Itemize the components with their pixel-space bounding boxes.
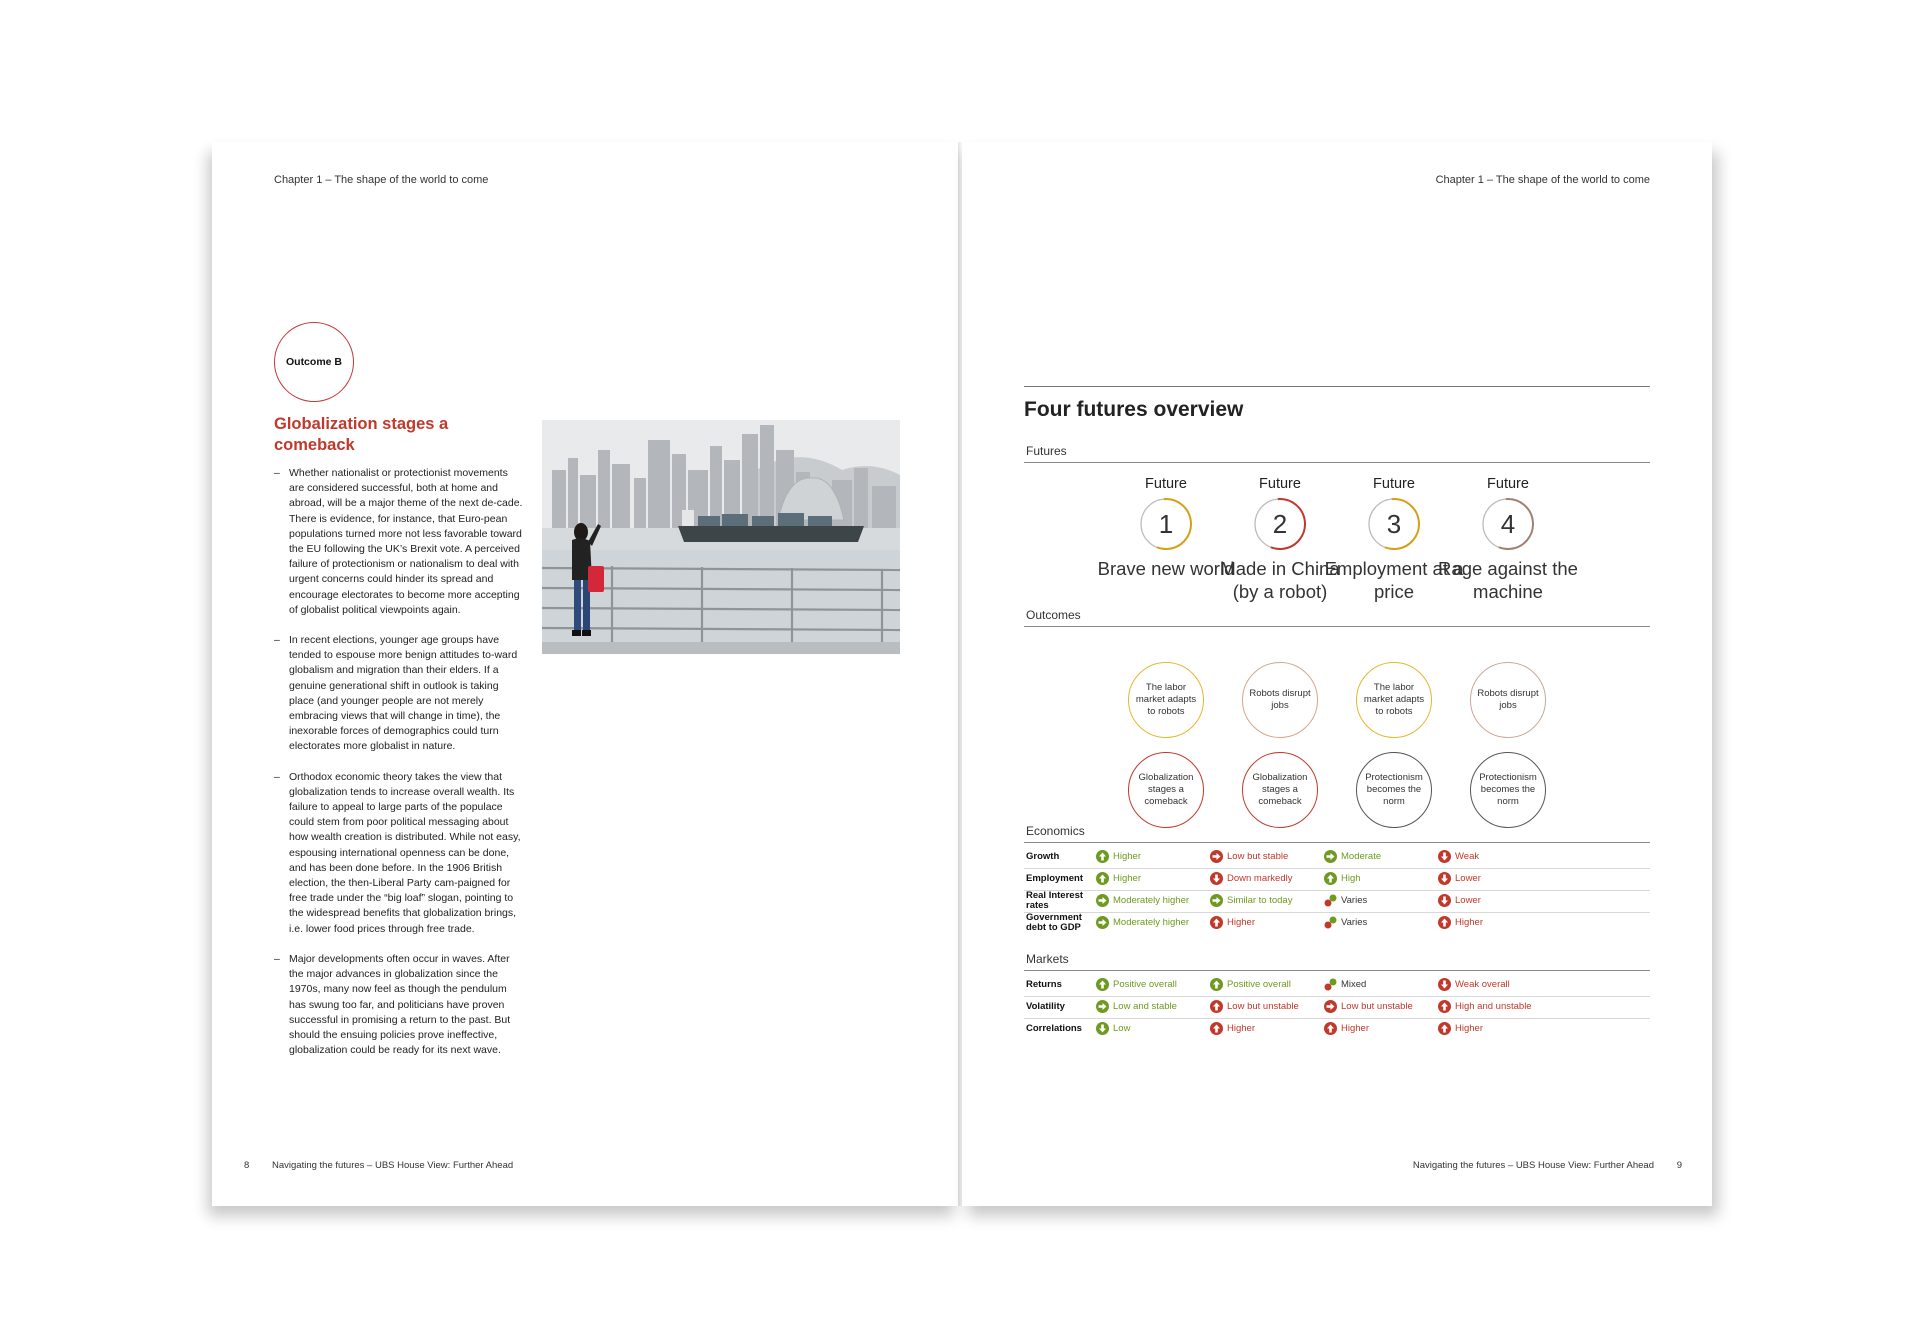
row-divider xyxy=(1024,912,1650,913)
future-name: Brave new world xyxy=(1097,558,1235,579)
indicator-cell xyxy=(1438,1000,1532,1013)
indicator-text: Positive overall xyxy=(1227,979,1291,990)
indicator-cell xyxy=(1210,872,1292,885)
indicator-text: Low but unstable xyxy=(1341,1001,1413,1012)
indicator-text: Weak xyxy=(1455,851,1480,862)
indicator-cell xyxy=(1096,978,1177,991)
indicator-text: Lower xyxy=(1455,895,1481,906)
indicator-text: Moderately higher xyxy=(1113,895,1190,906)
arrow-down-icon xyxy=(1438,850,1451,863)
indicator-text: High and unstable xyxy=(1455,1001,1532,1012)
footer xyxy=(244,1160,513,1171)
row-divider xyxy=(1024,868,1650,869)
arrow-right-icon xyxy=(1210,850,1223,863)
indicator-cell xyxy=(1324,872,1361,885)
future-number-ring xyxy=(1252,496,1308,552)
indicator-cell xyxy=(1324,850,1381,863)
page-title: Four futures overview xyxy=(1024,398,1244,421)
indicator-text: Low but unstable xyxy=(1227,1001,1299,1012)
indicator-text: Down markedly xyxy=(1227,873,1293,884)
indicator-text: Low but stable xyxy=(1227,851,1289,862)
outcome-text: Robots disrupt jobs xyxy=(1249,688,1311,711)
outcome-bubble xyxy=(1470,662,1546,738)
arrow-up-icon xyxy=(1096,978,1109,991)
future-number-ring xyxy=(1366,496,1422,552)
arrow-right-icon xyxy=(1096,1000,1109,1013)
arrow-up-icon xyxy=(1096,850,1109,863)
outcome-bubble xyxy=(1470,752,1546,828)
economics-label: Economics xyxy=(1026,824,1085,838)
indicator-cell xyxy=(1438,850,1479,863)
row-divider xyxy=(1024,996,1650,997)
indicator-cell xyxy=(1324,916,1367,929)
row-divider xyxy=(1024,890,1650,891)
indicator-cell xyxy=(1324,1022,1369,1035)
outcome-bubble xyxy=(1128,662,1204,738)
arrow-down-icon xyxy=(1438,872,1451,885)
row-divider xyxy=(1024,1018,1650,1019)
futures-rule xyxy=(1024,462,1650,463)
indicator-cell xyxy=(1438,1022,1483,1035)
futures-label: Futures xyxy=(1026,444,1067,458)
outcome-bubble xyxy=(1242,752,1318,828)
footer xyxy=(1413,1160,1682,1171)
indicator-text: Higher xyxy=(1341,1023,1369,1034)
row-label: Correlations xyxy=(1026,1023,1082,1034)
arrow-up-icon xyxy=(1438,1022,1451,1035)
row-label: Real Interest rates xyxy=(1026,890,1084,911)
indicator-cell xyxy=(1438,978,1510,991)
arrow-right-icon xyxy=(1210,894,1223,907)
indicator-cell xyxy=(1324,978,1366,991)
row-label: Growth xyxy=(1026,851,1060,862)
harbor-photo xyxy=(542,420,900,654)
indicator-cell xyxy=(1096,1022,1130,1035)
row-label: Returns xyxy=(1026,979,1062,990)
outcome-text: Globalization stages a comeback xyxy=(1252,772,1308,807)
economics-rule xyxy=(1024,842,1650,843)
arrow-up-icon xyxy=(1438,1000,1451,1013)
indicator-cell xyxy=(1324,1000,1413,1013)
indicator-cell xyxy=(1096,850,1141,863)
arrow-up-icon xyxy=(1324,1022,1337,1035)
arrow-right-icon xyxy=(1324,850,1337,863)
list-item: – Major developments often occur in waves. After the major advances in globalization since the 1970s, many now feel as though the pendulum has swung too far, and politicians have proven successful in promising a return to the past. But should the ensuing policies prove ineffective, globalization could be ready for its next wave. xyxy=(274,952,524,1058)
arrow-mixed-icon xyxy=(1324,978,1337,991)
outcome-bubble xyxy=(1128,752,1204,828)
future-number-ring xyxy=(1480,496,1536,552)
indicator-cell xyxy=(1210,1000,1299,1013)
arrow-up-icon xyxy=(1096,872,1109,885)
page-number: 8 xyxy=(244,1160,250,1171)
indicator-text: Low xyxy=(1113,1023,1131,1034)
row-label: Government debt to GDP xyxy=(1026,912,1082,933)
running-head: Chapter 1 – The shape of the world to come xyxy=(1435,174,1650,186)
arrow-up-icon xyxy=(1210,916,1223,929)
outcome-text: Protectionism becomes the norm xyxy=(1365,772,1423,807)
future-number-ring xyxy=(1138,496,1194,552)
indicator-cell xyxy=(1438,872,1481,885)
outcomes-label: Outcomes xyxy=(1026,608,1081,622)
indicator-text: Higher xyxy=(1113,851,1141,862)
arrow-up-icon xyxy=(1324,872,1337,885)
indicator-text: Varies xyxy=(1341,917,1368,928)
row-label: Employment xyxy=(1026,873,1084,884)
indicator-text: Lower xyxy=(1455,873,1481,884)
indicator-text: Higher xyxy=(1455,917,1483,928)
future-label: Future xyxy=(1259,476,1301,492)
future-name: Made in China (by a robot) xyxy=(1220,558,1340,602)
footer-text: Navigating the futures – UBS House View: Further Ahead xyxy=(272,1160,514,1171)
future-label: Future xyxy=(1145,476,1187,492)
indicator-text: Higher xyxy=(1227,917,1255,928)
indicator-text: Moderately higher xyxy=(1113,917,1190,928)
indicator-text: Positive overall xyxy=(1113,979,1177,990)
arrow-mixed-icon xyxy=(1324,894,1337,907)
outcome-badge-label: Outcome B xyxy=(285,356,342,368)
future-number: 3 xyxy=(1386,509,1402,539)
indicator-text: Similar to today xyxy=(1227,895,1293,906)
future-number: 2 xyxy=(1272,509,1288,539)
future-number: 4 xyxy=(1500,509,1516,539)
markets-rule xyxy=(1024,970,1650,971)
list-item: – Whether nationalist or protectionist movements are considered successful, both at home and abroad, will be a major theme of the next de-cade. There is evidence, for instance, that Euro-pean populations turned more not less favorable toward the EU following the UK’s Brexit vote. A perceived failure of protectionism or nationalism to deal with urgent concerns could hinder its spread and encourage electorates to become more accepting of globalist political viewpoints again. xyxy=(274,466,524,618)
future-name: Employment at a price xyxy=(1324,558,1464,602)
indicator-cell xyxy=(1438,894,1481,907)
arrow-up-icon xyxy=(1210,978,1223,991)
outcome-bubble xyxy=(1242,662,1318,738)
bullet-list xyxy=(274,466,524,1073)
markets-label: Markets xyxy=(1026,952,1069,966)
arrow-right-icon xyxy=(1324,1000,1337,1013)
indicator-text: Higher xyxy=(1455,1023,1483,1034)
indicator-cell xyxy=(1210,1022,1255,1035)
future-column xyxy=(1438,476,1578,603)
page-number: 9 xyxy=(1676,1160,1682,1171)
outcome-text: Robots disrupt jobs xyxy=(1477,688,1539,711)
left-page xyxy=(212,142,958,1206)
arrow-up-icon xyxy=(1438,916,1451,929)
arrow-down-icon xyxy=(1210,872,1223,885)
indicator-cell xyxy=(1096,872,1141,885)
indicator-cell xyxy=(1096,894,1189,907)
outcome-bubble xyxy=(1356,662,1432,738)
outcome-badge xyxy=(274,322,354,402)
indicator-cell xyxy=(1324,894,1367,907)
future-number: 1 xyxy=(1158,509,1174,539)
arrow-down-icon xyxy=(1096,1022,1109,1035)
title-rule xyxy=(1024,386,1650,387)
arrow-down-icon xyxy=(1438,894,1451,907)
indicator-cell xyxy=(1210,916,1255,929)
indicator-cell xyxy=(1210,978,1291,991)
indicator-cell xyxy=(1096,916,1189,929)
arrow-down-icon xyxy=(1438,978,1451,991)
arrow-up-icon xyxy=(1210,1022,1223,1035)
indicator-text: Mixed xyxy=(1341,979,1367,990)
arrow-mixed-icon xyxy=(1324,916,1337,929)
outcomes-rule xyxy=(1024,626,1650,627)
future-label: Future xyxy=(1487,476,1529,492)
future-label: Future xyxy=(1373,476,1415,492)
arrow-up-icon xyxy=(1210,1000,1223,1013)
section-title: Globalization stages a comeback xyxy=(274,415,449,454)
arrow-right-icon xyxy=(1096,916,1109,929)
row-label: Volatility xyxy=(1026,1001,1065,1012)
indicator-text: Varies xyxy=(1341,895,1368,906)
future-name: Rage against the machine xyxy=(1438,558,1578,602)
arrow-right-icon xyxy=(1096,894,1109,907)
outcome-text: Globalization stages a comeback xyxy=(1138,772,1194,807)
indicator-cell xyxy=(1438,916,1483,929)
footer-text: Navigating the futures – UBS House View: Further Ahead xyxy=(1412,1160,1654,1171)
indicator-text: High xyxy=(1341,873,1361,884)
outcome-text: Protectionism becomes the norm xyxy=(1479,772,1537,807)
list-item: – Orthodox economic theory takes the view that globalization tends to increase overall wealth. Its failure to appeal to large parts of the populace could stem from poor political messaging about how wealth creation is distributed. While not easy, espousing international openness can be done, and has been done before. In the 1906 British election, the then-Liberal Party cam-paigned for free trade under the “big loaf” slogan, pointing to the widespread benefits that globalization brings, i.e. lower food prices through free trade. xyxy=(274,770,524,937)
outcome-bubble xyxy=(1356,752,1432,828)
running-head: Chapter 1 – The shape of the world to come xyxy=(274,174,489,186)
outcome-text: The labor market adapts to robots xyxy=(1363,682,1425,717)
list-item: – In recent elections, younger age groups have tended to espouse more benign attitudes to-ward globalism and migration than their elders. If a genuine generational shift in outlook is taking place (and younger people are not merely embracing views that will change in time), the inexorable forces of demographics could turn electorates more globalist in nature. xyxy=(274,633,524,755)
indicator-text: Higher xyxy=(1113,873,1141,884)
indicator-cell xyxy=(1210,850,1288,863)
indicator-cell xyxy=(1096,1000,1177,1013)
indicator-cell xyxy=(1210,894,1292,907)
indicator-text: Higher xyxy=(1227,1023,1255,1034)
indicator-text: Weak overall xyxy=(1455,979,1510,990)
indicator-text: Low and stable xyxy=(1113,1001,1177,1012)
indicator-text: Moderate xyxy=(1341,851,1382,862)
outcome-text: The labor market adapts to robots xyxy=(1135,682,1197,717)
right-page xyxy=(962,142,1712,1206)
